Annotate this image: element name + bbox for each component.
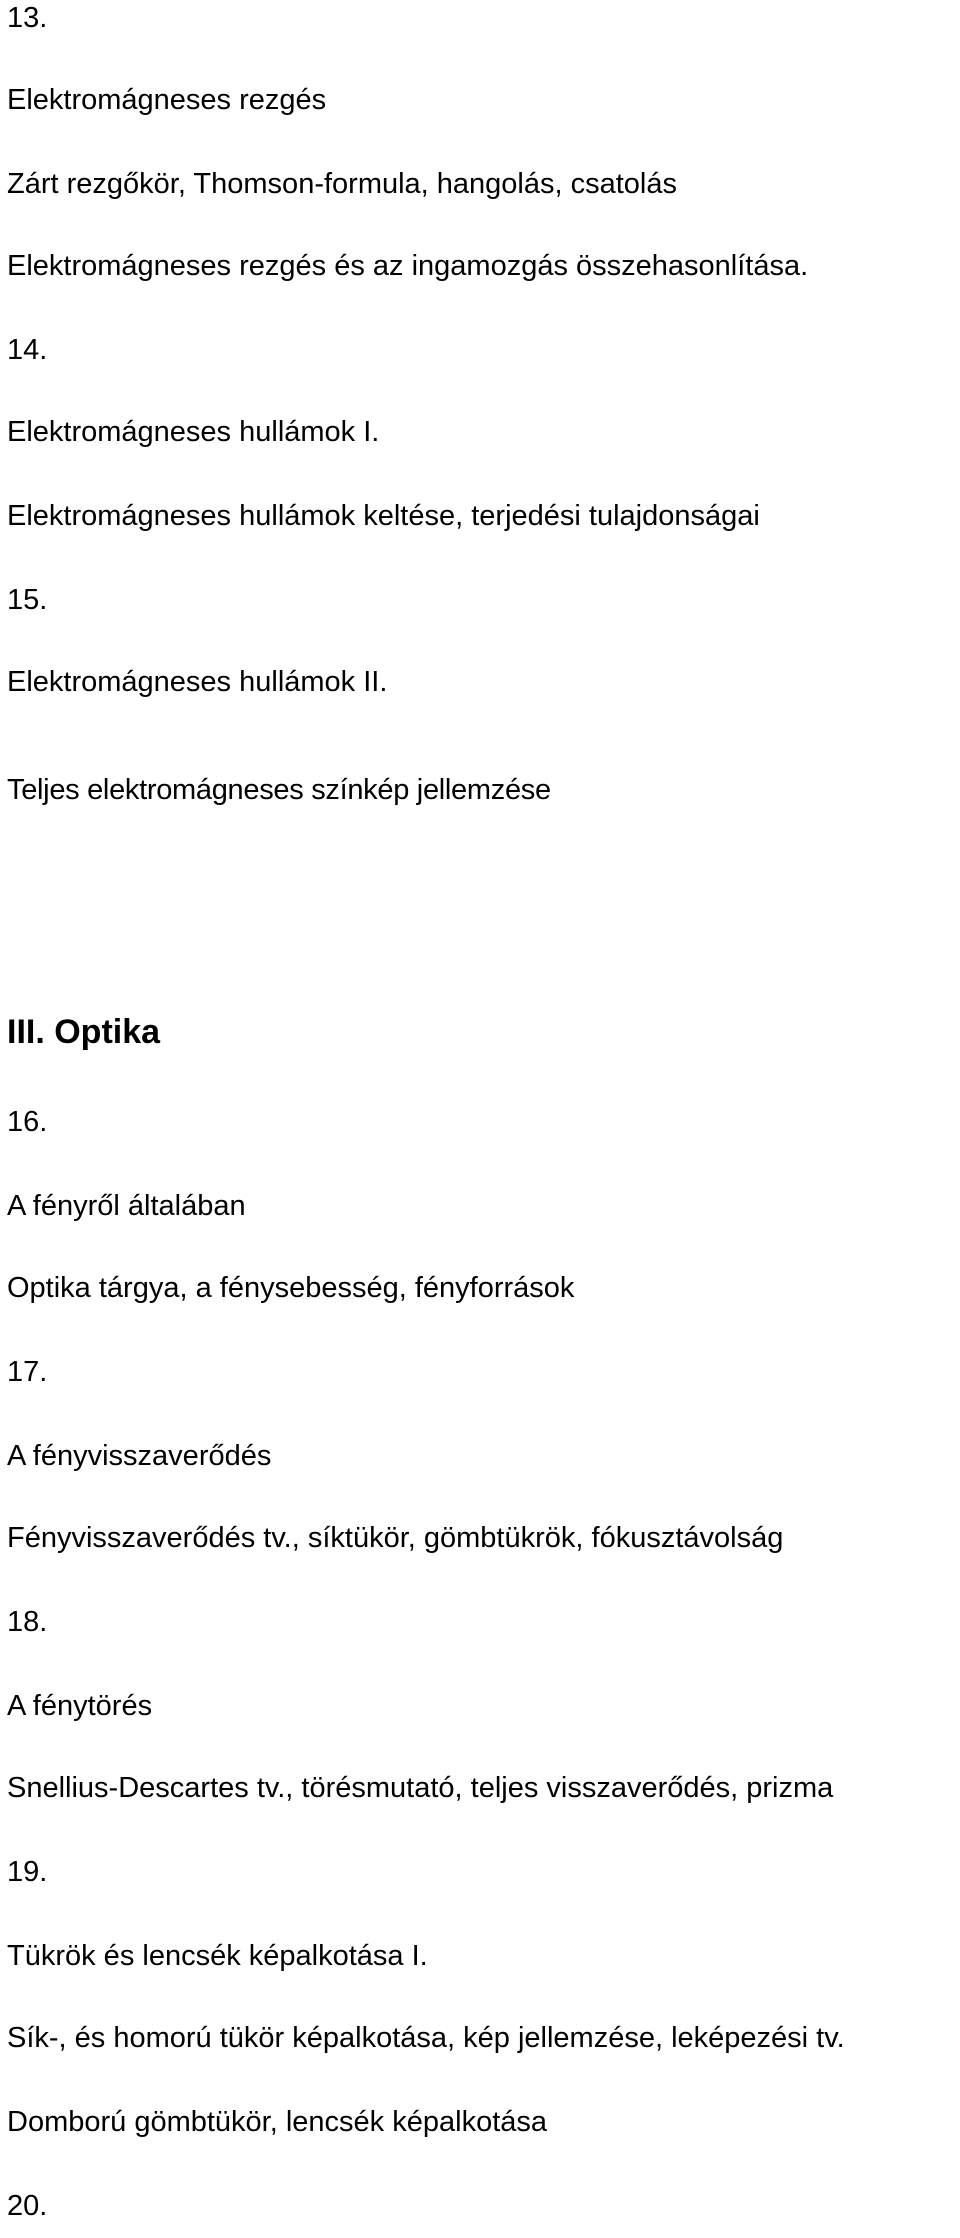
item-number-17: 17.	[7, 1356, 48, 1388]
item-number-16: 16.	[7, 1106, 48, 1138]
item-number-13: 13.	[7, 2, 48, 34]
topic-description: Optika tárgya, a fénysebesség, fényforrások	[7, 1272, 575, 1304]
topic-description: Teljes elektromágneses színkép jellemzése	[7, 774, 551, 806]
topic-description: Zárt rezgőkör, Thomson-formula, hangolás, csatolás	[7, 168, 678, 200]
item-number-15: 15.	[7, 584, 48, 616]
topic-description: Elektromágneses hullámok keltése, terjedési tulajdonságai	[7, 500, 760, 532]
topic-description: Fényvisszaverődés tv., síktükör, gömbtükrök, fókusztávolság	[7, 1522, 784, 1554]
topic-description: Domború gömbtükör, lencsék képalkotása	[7, 2106, 548, 2138]
topic-title: A fénytörés	[7, 1690, 153, 1722]
topic-title: Tükrök és lencsék képalkotása I.	[7, 1940, 428, 1972]
topic-title: A fényvisszaverődés	[7, 1440, 272, 1472]
section-heading: III. Optika	[7, 1013, 161, 1051]
topic-title: A fényről általában	[7, 1190, 246, 1222]
item-number-20: 20.	[7, 2190, 48, 2222]
topic-title: Elektromágneses rezgés	[7, 84, 327, 116]
item-number-18: 18.	[7, 1606, 48, 1638]
topic-description: Elektromágneses rezgés és az ingamozgás összehasonlítása.	[7, 250, 809, 282]
topic-description: Sík-, és homorú tükör képalkotása, kép jellemzése, leképezési tv.	[7, 2022, 845, 2054]
topic-title: Elektromágneses hullámok II.	[7, 666, 388, 698]
item-number-14: 14.	[7, 334, 48, 366]
item-number-19: 19.	[7, 1856, 48, 1888]
topic-description: Snellius-Descartes tv., törésmutató, teljes visszaverődés, prizma	[7, 1772, 834, 1804]
topic-title: Elektromágneses hullámok I.	[7, 416, 380, 448]
